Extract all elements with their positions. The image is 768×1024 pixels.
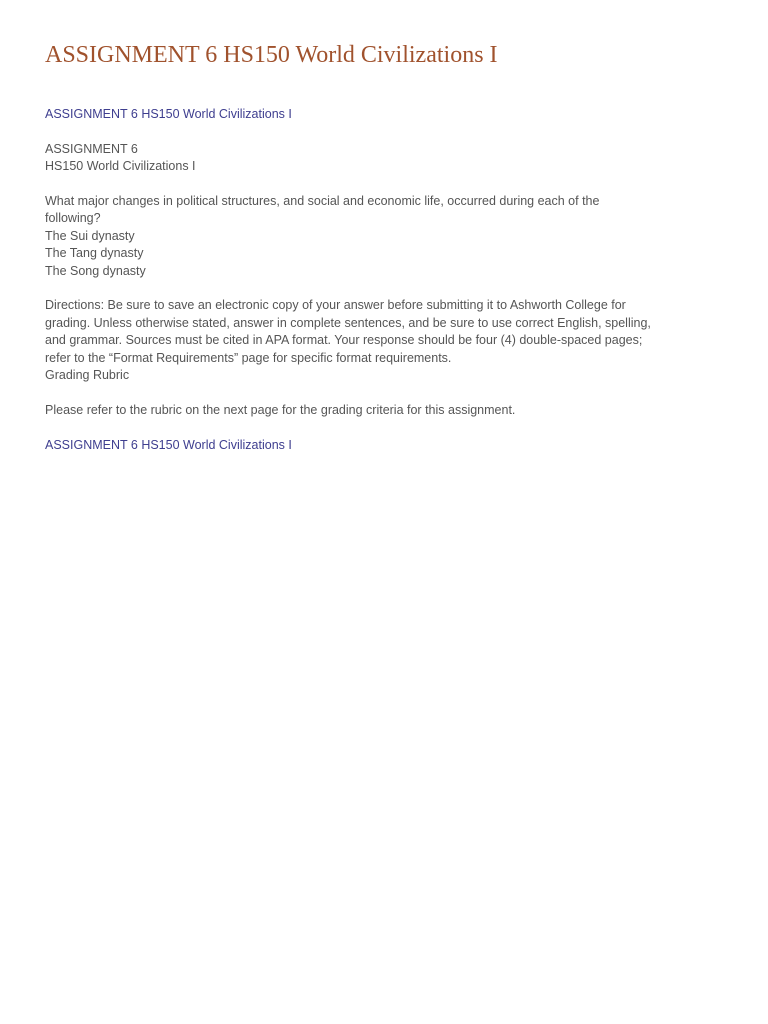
assignment-link-top[interactable]: ASSIGNMENT 6 HS150 World Civilizations I [45,107,292,121]
assignment-number: ASSIGNMENT 6 [45,141,138,156]
question-text: What major changes in political structures, and social and economic life, occurred during each of the following? [45,194,600,226]
course-name: HS150 World Civilizations I [45,159,196,174]
dynasty-item: The Song dynasty [45,263,146,278]
directions-text: Directions: Be sure to save an electronic copy of your answer before submitting it to Ashworth College for grading. Unless otherwise stated, answer in complete sentences, and be sure to use correct English, spelling, and grammar. Sources must be cited in APA format. Your response should be four (4) double-spaced pages; refer to the “Format Requirements” page for specific format requirements. [45,298,651,365]
document-title: ASSIGNMENT 6 HS150 World Civilizations I [45,42,498,68]
rubric-note: Please refer to the rubric on the next page for the grading criteria for this assignment. [45,402,516,417]
question-block [45,193,655,280]
grading-rubric-label: Grading Rubric [45,368,130,383]
directions-block [45,297,655,384]
dynasty-item: The Tang dynasty [45,246,144,261]
document-page [45,40,655,454]
dynasty-item: The Sui dynasty [45,228,135,243]
assignment-heading [45,141,655,176]
assignment-link-bottom[interactable]: ASSIGNMENT 6 HS150 World Civilizations I [45,437,292,452]
